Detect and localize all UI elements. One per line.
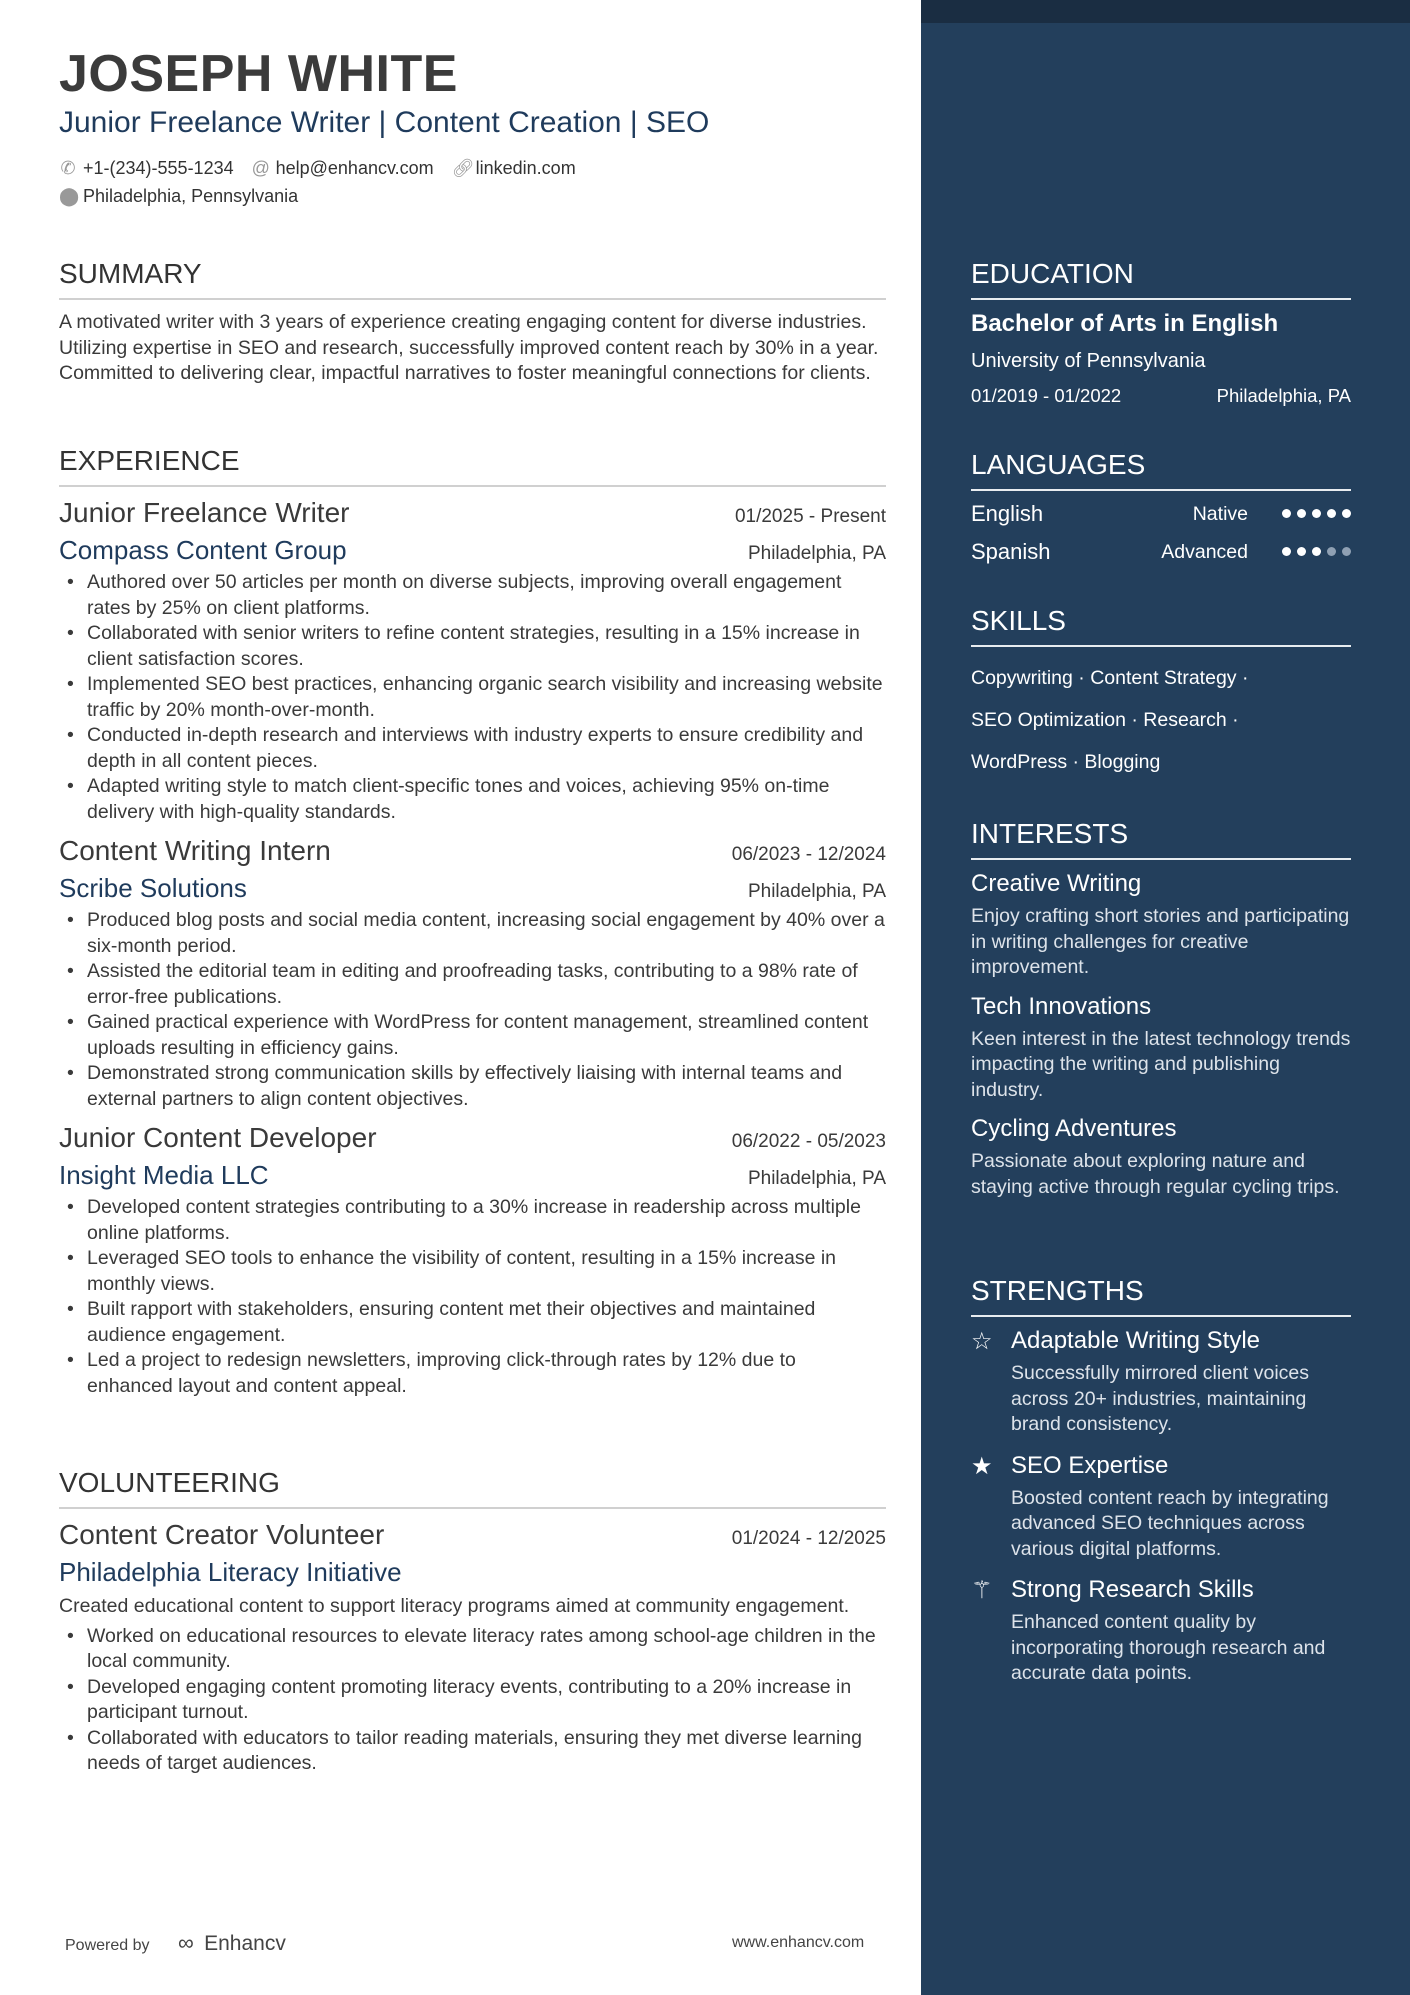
bullet-item: • Gained practical experience with WordPress for content management, streamlined content uploads resulting in efficiency gains. <box>59 1010 886 1061</box>
phone-icon: ✆ <box>60 158 76 178</box>
job-entry <box>59 1122 886 1399</box>
sidebar-top-strip <box>921 0 1410 23</box>
star-outline-icon: ☆ <box>971 1328 993 1355</box>
strengths-section <box>971 1275 1351 1687</box>
section-heading: EXPERIENCE <box>59 445 886 487</box>
edu-dates: 01/2019 - 01/2022 <box>971 385 1122 406</box>
enhancv-logo-icon: ∞ <box>177 1930 194 1955</box>
language-row <box>971 501 1351 527</box>
bullet-list <box>59 1195 886 1399</box>
volunteer-description: Created educational content to support literacy programs aimed at community engagement. <box>59 1595 850 1617</box>
bullet-item: • Developed content strategies contributing to a 30% increase in readership across multiple online platforms. <box>59 1195 886 1246</box>
interest-title: Tech Innovations <box>971 992 1152 1020</box>
education-section <box>971 258 1351 407</box>
interest-description: Keen interest in the latest technology trends impacting the writing and publishing industry. <box>971 1027 1351 1101</box>
section-heading: LANGUAGES <box>971 449 1351 491</box>
strength-title: SEO Expertise <box>1011 1451 1169 1479</box>
strength-item <box>971 1327 1351 1438</box>
job-location: Philadelphia, PA <box>747 881 886 902</box>
bullet-item: • Leveraged SEO tools to enhance the visibility of content, resulting in a 15% increase in monthly views. <box>59 1246 886 1297</box>
job-dates: 01/2025 - Present <box>734 506 886 527</box>
bullet-item: • Led a project to redesign newsletters, improving click-through rates by 12% due to enhanced layout and content appeal. <box>59 1348 886 1399</box>
section-heading: EDUCATION <box>971 258 1351 300</box>
company: Insight Media LLC <box>59 1160 269 1190</box>
interest-title: Creative Writing <box>971 870 1142 897</box>
strength-item <box>971 1452 1351 1563</box>
job-entry <box>59 835 886 1112</box>
proficiency-dot <box>1297 509 1306 518</box>
interest-description: Enjoy crafting short stories and participating in writing challenges for creative improvement. <box>971 905 1350 978</box>
skills-section <box>971 605 1351 783</box>
phone: +1-(234)-555-1234 <box>83 158 234 178</box>
section-heading: INTERESTS <box>971 818 1351 860</box>
interests-section <box>971 818 1351 1200</box>
volunteering-section <box>59 1467 886 1777</box>
bullet-item: • Assisted the editorial team in editing and proofreading tasks, contributing to a 98% rate of error-free publications. <box>59 959 886 1010</box>
interest-description: Passionate about exploring nature and staying active through regular cycling trips. <box>971 1150 1340 1198</box>
interest-title: Cycling Adventures <box>971 1115 1177 1142</box>
bullet-item: • Worked on educational resources to elevate literacy rates among school-age children in the local community. <box>59 1624 886 1675</box>
job-header <box>59 1122 886 1154</box>
proficiency-dot <box>1312 509 1321 518</box>
experience-section <box>59 445 886 1399</box>
strength-description: Successfully mirrored client voices across 20+ industries, maintaining brand consistency. <box>1011 1362 1310 1435</box>
strength-title: Strong Research Skills <box>1011 1576 1254 1603</box>
job-title: Content Writing Intern <box>59 835 331 866</box>
job-location: Philadelphia, PA <box>747 543 886 564</box>
skill-line: SEO Optimization · Research · <box>971 709 1239 731</box>
volunteer-title: Content Creator Volunteer <box>59 1519 385 1550</box>
footer-url[interactable]: www.enhancv.com <box>732 1934 865 1951</box>
magic-wand-icon: ⚚ <box>971 1577 993 1604</box>
strength-item <box>971 1576 1351 1687</box>
at-icon: @ <box>251 158 270 178</box>
proficiency-dot <box>1312 547 1321 556</box>
proficiency-dot <box>1327 547 1336 556</box>
proficiency-dot <box>1282 509 1291 518</box>
location-row <box>59 186 298 207</box>
job-title: Junior Content Developer <box>59 1122 377 1153</box>
star-icon: ★ <box>971 1452 993 1480</box>
bullet-item: • Conducted in-depth research and interviews with industry experts to ensure credibility and depth in all content pieces. <box>59 723 886 774</box>
email[interactable]: help@enhancv.com <box>275 158 434 178</box>
bullet-item: • Implemented SEO best practices, enhancing organic search visibility and increasing website traffic by 20% month-over-month. <box>59 672 886 723</box>
job-dates: 06/2022 - 05/2023 <box>731 1131 886 1152</box>
job-company-row <box>59 873 886 904</box>
powered-by <box>65 1930 286 1956</box>
proficiency-dots <box>1276 505 1351 523</box>
sidebar <box>921 0 1410 1995</box>
bullet-item: • Demonstrated strong communication skills by effectively liaising with internal teams and external partners to align content objectives. <box>59 1061 886 1112</box>
section-heading: VOLUNTEERING <box>59 1467 886 1509</box>
proficiency-dot <box>1282 547 1291 556</box>
job-location: Philadelphia, PA <box>747 1168 886 1189</box>
school: University of Pennsylvania <box>971 350 1206 372</box>
location: Philadelphia, Pennsylvania <box>83 186 299 206</box>
degree: Bachelor of Arts in English <box>971 310 1279 337</box>
job-header <box>59 497 886 529</box>
strength-title: Adaptable Writing Style <box>1011 1327 1261 1354</box>
bullet-item: • Authored over 50 articles per month on diverse subjects, improving overall engagement rates by 25% on client platforms. <box>59 570 886 621</box>
bullet-item: • Produced blog posts and social media content, increasing social engagement by 40% over a six-month period. <box>59 908 886 959</box>
contact-row <box>59 158 576 179</box>
link-icon: 🔗︎ <box>451 158 475 178</box>
job-header <box>59 835 886 867</box>
proficiency-dot <box>1327 509 1336 518</box>
job-entry <box>59 497 886 825</box>
proficiency-dot <box>1297 547 1306 556</box>
language-row <box>971 539 1351 565</box>
bullet-item: • Built rapport with stakeholders, ensuring content met their objectives and maintained audience engagement. <box>59 1297 886 1348</box>
proficiency-dot <box>1342 509 1351 518</box>
section-heading: SKILLS <box>971 605 1351 647</box>
skill-line: WordPress · Blogging <box>971 751 1161 773</box>
skill-line: Copywriting · Content Strategy · <box>971 667 1249 689</box>
enhancv-brand: Enhancv <box>204 1932 286 1955</box>
section-heading: STRENGTHS <box>971 1275 1351 1317</box>
proficiency-dot <box>1342 547 1351 556</box>
job-dates: 06/2023 - 12/2024 <box>731 844 886 865</box>
company: Compass Content Group <box>59 535 347 565</box>
bullet-list <box>59 908 886 1112</box>
bullet-item: • Collaborated with senior writers to refine content strategies, resulting in a 15% increase in client satisfaction scores. <box>59 621 886 672</box>
language-name: English <box>971 501 1044 526</box>
summary-text: A motivated writer with 3 years of experience creating engaging content for diverse industries. Utilizing expertise in SEO and research, successfully improved content reach by 30% in a year. Committed to delivering clear, impactful narratives to foster meaningful connections for clients. <box>59 311 879 384</box>
proficiency-dots <box>1276 543 1351 561</box>
volunteer-dates: 01/2024 - 12/2025 <box>731 1528 886 1549</box>
company: Scribe Solutions <box>59 873 247 903</box>
section-heading: SUMMARY <box>59 258 886 300</box>
job-company-row <box>59 535 886 566</box>
bullet-item: • Collaborated with educators to tailor reading materials, ensuring they met diverse learning needs of target audiences. <box>59 1726 886 1777</box>
edu-location: Philadelphia, PA <box>1216 385 1351 406</box>
strength-description: Boosted content reach by integrating advanced SEO techniques across various digital platforms. <box>1011 1486 1329 1560</box>
language-name: Spanish <box>971 539 1051 564</box>
website[interactable]: linkedin.com <box>475 158 576 178</box>
strength-description: Enhanced content quality by incorporating thorough research and accurate data points. <box>1011 1611 1326 1684</box>
bullet-item: • Developed engaging content promoting literacy events, contributing to a 20% increase in participant turnout. <box>59 1675 886 1726</box>
bullet-item: • Adapted writing style to match client-specific tones and voices, achieving 95% on-time delivery with high-quality standards. <box>59 774 886 825</box>
volunteer-org: Philadelphia Literacy Initiative <box>59 1557 402 1587</box>
powered-by-label: Powered by <box>65 1937 150 1954</box>
language-level: Advanced <box>1161 540 1248 563</box>
candidate-name: JOSEPH WHITE <box>59 45 458 103</box>
languages-section <box>971 449 1351 565</box>
location-pin-icon: ⬤ <box>59 186 80 206</box>
summary-section <box>59 258 886 387</box>
job-title: Junior Freelance Writer <box>59 497 350 528</box>
candidate-title: Junior Freelance Writer | Content Creation | SEO <box>59 106 710 139</box>
language-level: Native <box>1192 502 1248 525</box>
bullet-list <box>59 570 886 825</box>
job-company-row <box>59 1160 886 1191</box>
